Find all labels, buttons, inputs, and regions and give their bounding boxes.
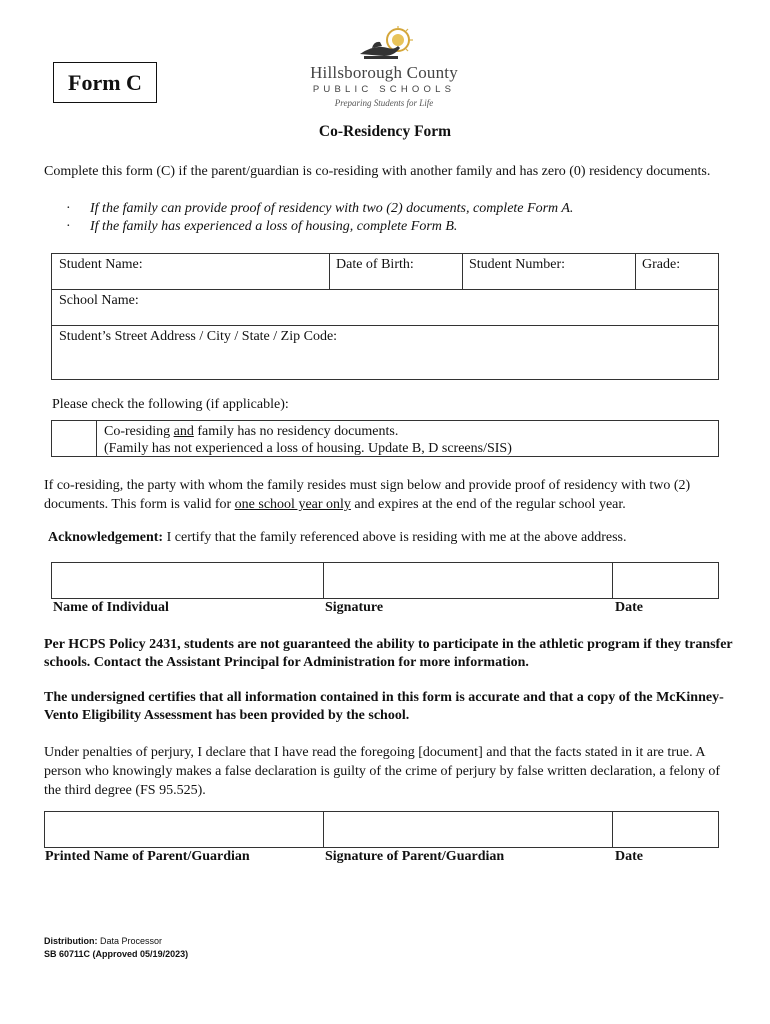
student-info-table <box>51 253 719 380</box>
grade-label: Grade: <box>642 257 681 272</box>
list-item: · If the family has experienced a loss of housing, complete Form B. <box>66 219 458 234</box>
logo-subtitle: PUBLIC SCHOOLS <box>312 84 456 95</box>
name-of-individual-label: Name of Individual <box>53 600 169 615</box>
individual-signature-row <box>51 562 719 599</box>
distribution-line: Distribution: Data Processor <box>44 936 163 946</box>
signature-field[interactable] <box>323 563 613 598</box>
lamp-of-learning-icon <box>354 26 414 62</box>
intro-text: Complete this form (C) if the parent/guardian is co-residing with another family and has zero (0) residency documents. <box>44 164 711 179</box>
footer <box>44 935 188 961</box>
co-residing-checkbox[interactable] <box>52 421 97 456</box>
district-logo <box>296 26 472 112</box>
form-badge: Form C <box>53 62 157 103</box>
date-of-birth-label: Date of Birth: <box>336 257 414 272</box>
instruction-list <box>66 200 726 236</box>
guardian-date-field[interactable] <box>613 812 718 847</box>
guardian-date-label: Date <box>615 849 643 864</box>
co-residing-instructions: If co-residing, the party with whom the family resides must sign below and provide proof of residency with two (2) documents. This form is valid for one school year only and expires at the end of the regular school year. <box>44 478 691 512</box>
address-field[interactable] <box>52 326 718 379</box>
name-of-individual-field[interactable] <box>52 563 324 598</box>
form-code: SB 60711C (Approved 05/19/2023) <box>44 949 189 959</box>
address-label: Student’s Street Address / City / State / Zip Code: <box>59 329 338 344</box>
guardian-signature-field[interactable] <box>323 812 613 847</box>
perjury-statement: Under penalties of perjury, I declare that I have read the foregoing [document] and that the facts stated in it are true. A person who knowingly makes a false declaration is guilty of the crime of perjury by false written declaration, a felony of the third degree (FS 95.525). <box>44 745 721 798</box>
page-title: Co-Residency Form <box>318 123 452 140</box>
printed-name-field[interactable] <box>45 812 324 847</box>
athletic-policy-note: Per HCPS Policy 2431, students are not guaranteed the ability to participate in the athletic program if they transfer schools. Contact the Assistant Principal for Administration for more information. <box>44 637 733 670</box>
school-name-field[interactable] <box>52 290 718 325</box>
printed-name-label: Printed Name of Parent/Guardian <box>45 849 250 864</box>
logo-tagline: Preparing Students for Life <box>334 98 434 108</box>
acknowledgement: Acknowledgement: I certify that the family referenced above is residing with me at the above address. <box>48 530 627 545</box>
list-item: · If the family can provide proof of residency with two (2) documents, complete Form A. <box>66 201 574 216</box>
date-label: Date <box>615 600 643 615</box>
guardian-signature-label: Signature of Parent/Guardian <box>325 849 505 864</box>
school-name-label: School Name: <box>59 293 139 308</box>
student-name-label: Student Name: <box>59 257 143 272</box>
grade-field[interactable] <box>635 254 718 289</box>
logo-name: Hillsborough County <box>310 63 458 82</box>
co-residing-check-row <box>51 420 719 457</box>
student-number-field[interactable] <box>462 254 635 289</box>
student-number-label: Student Number: <box>469 257 566 272</box>
signature-label: Signature <box>325 600 384 615</box>
student-name-field[interactable] <box>52 254 329 289</box>
co-residing-check-label: Co-residing and family has no residency documents. (Family has not experienced a loss of housing. Update B, D screens/SIS) <box>104 424 512 456</box>
guardian-signature-row <box>44 811 719 848</box>
date-of-birth-field[interactable] <box>329 254 462 289</box>
date-field[interactable] <box>613 563 718 598</box>
certification-note: The undersigned certifies that all information contained in this form is accurate and that a copy of the McKinney-Vento Eligibility Assessment has been provided by the school. <box>44 690 724 723</box>
check-instructions: Please check the following (if applicable): <box>52 397 289 412</box>
